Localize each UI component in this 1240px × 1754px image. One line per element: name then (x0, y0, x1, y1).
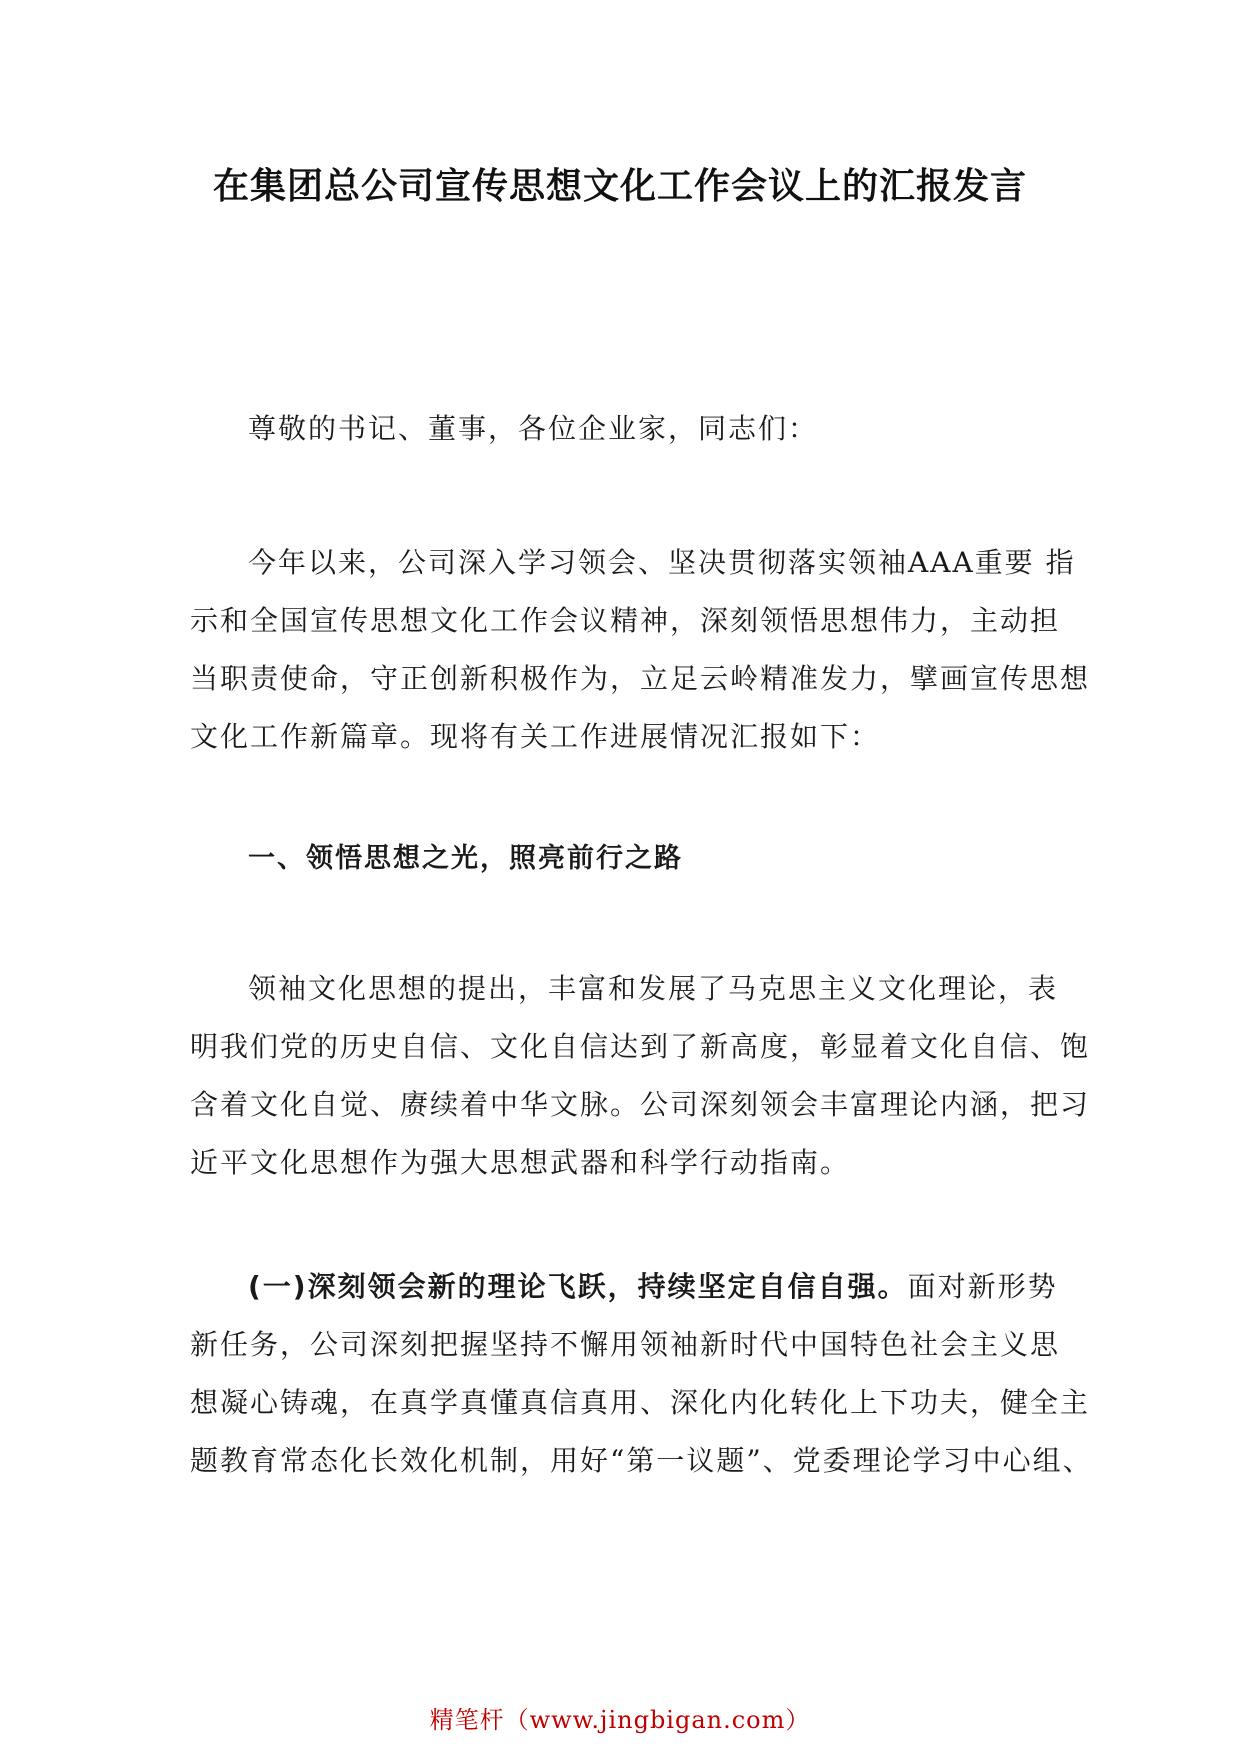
salutation-line: 尊敬的书记、董事，各位企业家，同志们： (248, 412, 819, 445)
subsection-1-first-line (190, 1258, 1060, 1316)
subsection-1-line: 题教育常态化长效化机制，用好“第一议题”、党委理论学习中心组、 (190, 1444, 1093, 1477)
subsection-1-paragraph (190, 1258, 1093, 1490)
intro-paragraph (190, 534, 1091, 766)
section-1-line: 含着文化自觉、赓续着中华文脉。公司深刻领会丰富理论内涵，把习 (190, 1088, 1091, 1121)
section-1-line: 明我们党的历史自信、文化自信达到了新高度，彰显着文化自信、饱 (190, 1030, 1091, 1063)
section-1-paragraph (190, 960, 1091, 1192)
subsection-1-line: 新任务，公司深刻把握坚持不懈用领袖新时代中国特色社会主义思 (190, 1328, 1061, 1361)
subsection-1-line: 想凝心铸魂，在真学真懂真信真用、深化内化转化上下功夫，健全主 (190, 1386, 1091, 1419)
intro-line: 示和全国宣传思想文化工作会议精神，深刻领悟思想伟力，主动担 (190, 604, 1061, 637)
intro-line: 文化工作新篇章。现将有关工作进展情况汇报如下： (190, 720, 881, 753)
intro-line: 当职责使命，守正创新积极作为，立足云岭精准发力，擘画宣传思想 (190, 662, 1091, 695)
section-1-line: 近平文化思想作为强大思想武器和科学行动指南。 (190, 1146, 851, 1179)
document-title: 在集团总公司宣传思想文化工作会议上的汇报发言 (212, 166, 1027, 207)
subsection-1-first-rest: 面对新形势 (907, 1270, 1058, 1303)
intro-line: 今年以来，公司深入学习领会、坚决贯彻落实领袖AAA重要 指 (248, 546, 1076, 579)
footer-watermark: 精笔杆（www.jingbigan.com） (429, 1706, 811, 1734)
section-1-line: 领袖文化思想的提出，丰富和发展了马克思主义文化理论，表 (248, 972, 1059, 1005)
subsection-1-bold-lead: (一)深刻领会新的理论飞跃，持续坚定自信自强。 (248, 1270, 908, 1303)
salutation-paragraph (190, 400, 1060, 458)
section-1-heading-paragraph (190, 830, 1060, 888)
section-1-heading: 一、领悟思想之光，照亮前行之路 (248, 843, 683, 874)
